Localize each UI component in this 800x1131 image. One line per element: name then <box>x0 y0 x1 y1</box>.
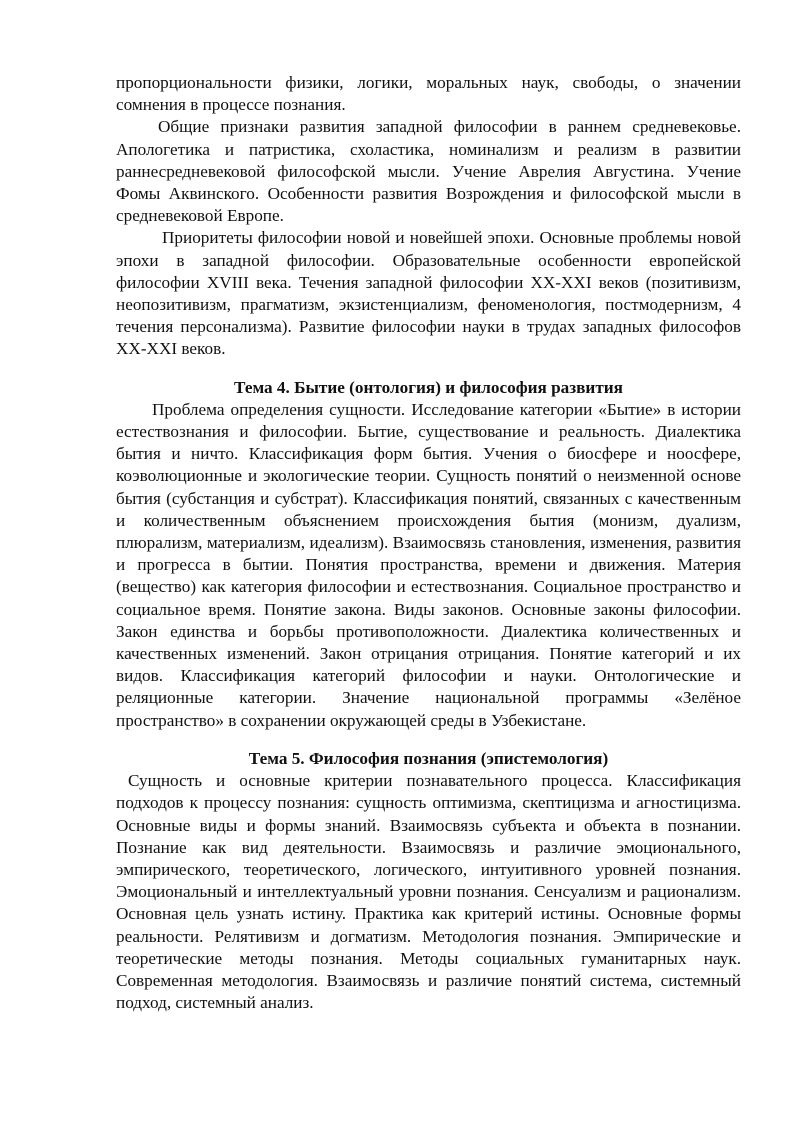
topic-4-paragraph: Проблема определения сущности. Исследование категории «Бытие» в истории естествознания и философии. Бытие, существование и реальность. Диалектика бытия и ничто. Классификация форм бытия. Учения о биосфере и ноосфере, коэволюционные и экологические теории. Сущность понятий о неизменной основе бытия (субстанция и субстрат). Классификация понятий, связанных с качественным и количественным объяснением происхождения бытия (монизм, дуализм, плюрализм, материализм, идеализм). Взаимосвязь становления, изменения, развития и прогресса в бытии. Понятия пространства, времени и движения. Материя (вещество) как категория философии и естествознания. Социальное пространство и социальное время. Понятие закона. Виды законов. Основные законы философии. Закон единства и борьбы противоположности. Диалектика количественных и качественных изменений. Закон отрицания отрицания. Понятие категорий и их видов. Классификация категорий философии и науки. Онтологические и реляционные категории. Значение национальной программы «Зелёное пространство» в сохранении окружающей среды в Узбекистане. <box>116 399 741 730</box>
topic-5-paragraph: Сущность и основные критерии познавательного процесса. Классификация подходов к процессу познания: сущность оптимизма, скептицизма и агностицизма. Основные виды и формы знаний. Взаимосвязь субъекта и объекта в познании. Познание как вид деятельности. Взаимосвязь и различие эмоционального, эмпирического, теоретического, логического, интуитивного уровней познания. Эмоциональный и интеллектуальный уровни познания. Сенсуализм и рационализм. Основная цель узнать истину. Практика как критерий истины. Основные формы реальности. Релятивизм и догматизм. Методология познания. Эмпирические и теоретические методы познания. Методы социальных гуманитарных наук. Современная методология. Взаимосвязь и различие понятий система, системный подход, системный анализ. <box>116 771 741 1013</box>
topic-5-heading: Тема 5. Философия познания (эпистемология) <box>248 748 609 768</box>
paragraph-intro-continuation: пропорциональности физики, логики, моральных наук, свободы, о значении сомнения в процессе познания. <box>116 73 741 115</box>
paragraph-modern-philosophy: Приоритеты философии новой и новейшей эпохи. Основные проблемы новой эпохи в западной философии. Образовательные особенности европейской философии XVIII века. Течения западной философии XX-XXI веков (позитивизм, неопозитивизм, прагматизм, экзистенциализм, феноменология, постмодернизм, 4 течения персонализма). Развитие философии науки в трудах западных философов XX-XXI веков. <box>116 228 741 359</box>
section-gap <box>116 361 741 377</box>
document-page <box>116 72 741 1014</box>
topic-4-heading: Тема 4. Бытие (онтология) и философия развития <box>234 377 623 397</box>
paragraph-medieval-philosophy: Общие признаки развития западной философии в раннем средневековье. Апологетика и патристика, схоластика, номинализм и реализм в развитии раннесредневековой философской мысли. Учение Аврелия Августина. Учение Фомы Аквинского. Особенности развития Возрождения и философской мысли в средневековой Европе. <box>116 117 741 226</box>
section-gap <box>116 732 741 748</box>
